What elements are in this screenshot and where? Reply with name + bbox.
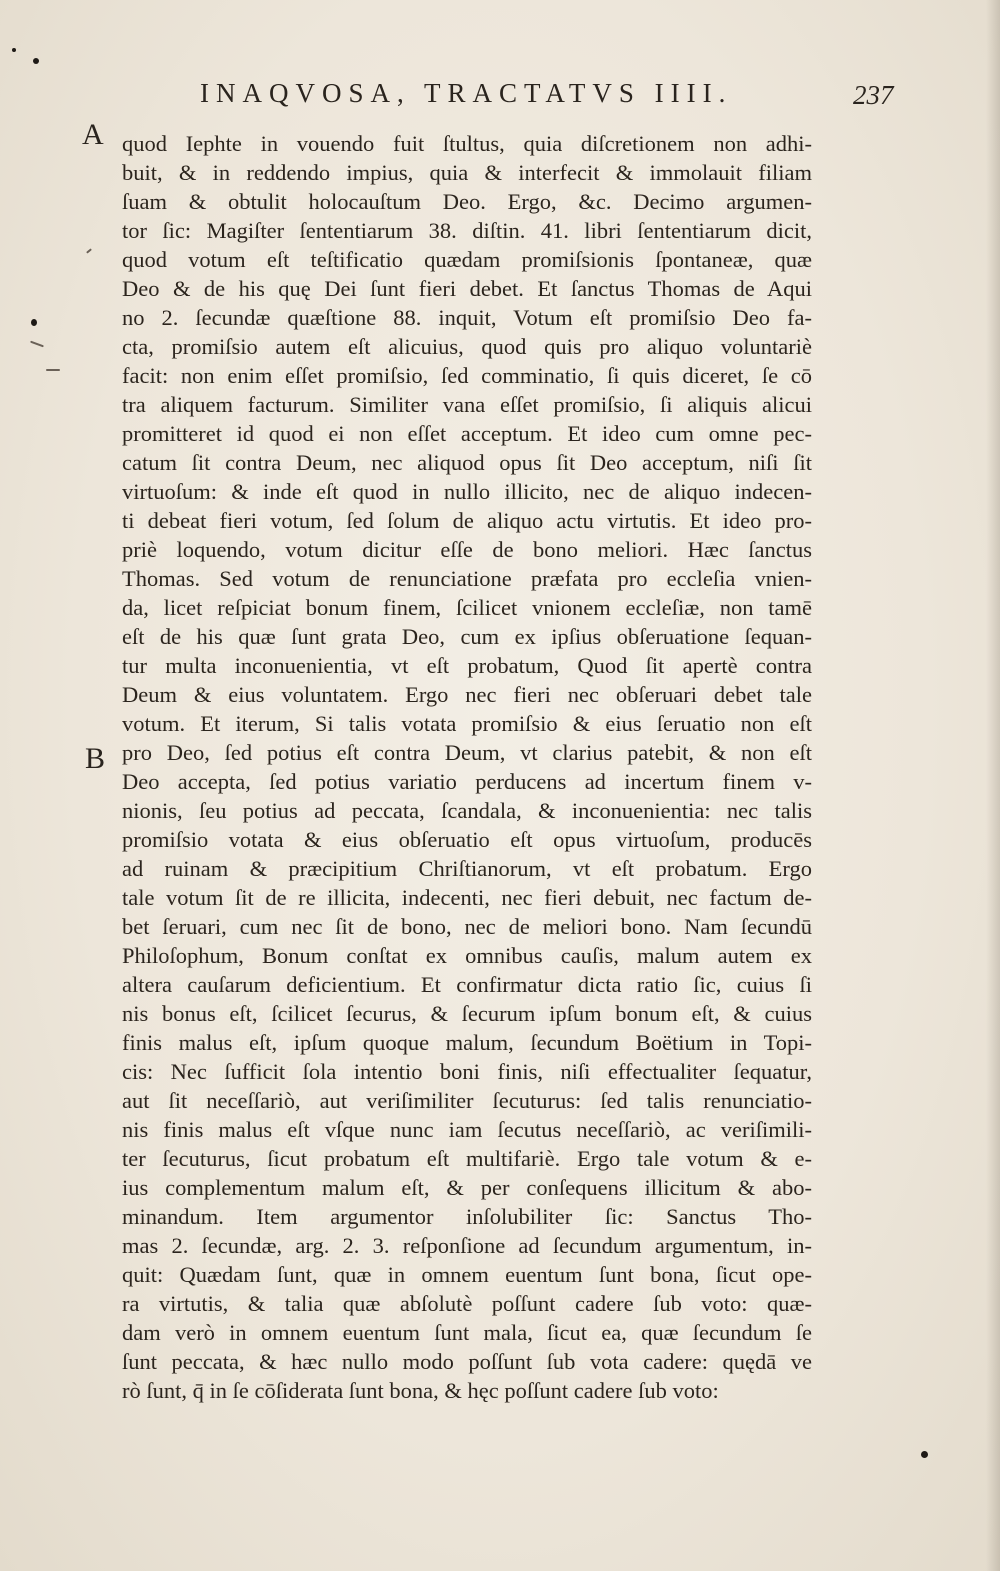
text-line: quod Iephte in vouendo fuit ſtultus, quia diſcretionem non adhi- xyxy=(122,131,812,156)
text-line: da, licet reſpiciat bonum finem, ſcilicet vnionem eccleſiæ, non tamē xyxy=(122,595,812,620)
text-line: quod votum eſt teſtificatio quædam promiſsionis ſpontaneæ, quæ xyxy=(122,247,812,272)
text-line: cis: Nec ſufficit ſola intentio boni finis, niſi effectualiter ſequatur, xyxy=(122,1059,812,1084)
text-line: nis finis malus eſt vſque nunc iam ſecutus neceſſariò, ac veriſimili- xyxy=(122,1117,812,1142)
text-line: pro Deo, ſed potius eſt contra Deum, vt clarius patebit, & non eſt xyxy=(122,740,812,765)
text-line: ter ſecuturus, ſicut probatum eſt multifariè. Ergo tale votum & e- xyxy=(122,1146,812,1171)
ink-speck xyxy=(921,1451,928,1458)
text-line: Deum & eius voluntatem. Ergo nec fieri nec obſeruari debet tale xyxy=(122,682,812,707)
ink-speck xyxy=(33,58,39,64)
ink-speck xyxy=(12,48,16,52)
text-line: cta, promiſsio autem eſt alicuius, quod quis pro aliquo voluntariè xyxy=(122,334,812,359)
page-number: 237 xyxy=(853,80,894,110)
text-line: Deo & de his quę Dei ſunt fieri debet. Et ſanctus Thomas de Aqui xyxy=(122,276,812,301)
body-text xyxy=(0,104,1000,1404)
text-line: votum. Et iterum, Si talis votata promiſsio & eius ſeruatio non eſt xyxy=(122,711,812,736)
text-line: ra virtutis, & talia quæ abſolutè poſſunt cadere ſub voto: quæ- xyxy=(122,1291,812,1316)
text-line: ad ruinam & præcipitium Chriſtianorum, vt eſt probatum. Ergo xyxy=(122,856,812,881)
text-line: nionis, ſeu potius ad peccata, ſcandala, & inconuenientia: nec talis xyxy=(122,798,812,823)
text-line: tale votum ſit de re illicita, indecenti, nec fieri debuit, nec factum de- xyxy=(122,885,812,910)
text-line: eſt de his quæ ſunt grata Deo, cum ex ipſius obſeruatione ſequan- xyxy=(122,624,812,649)
running-title: INAQVOSA, TRACTATVS IIII. xyxy=(200,78,733,108)
margin-pencil-mark xyxy=(46,369,60,371)
text-line: Thomas. Sed votum de renunciatione præfata pro eccleſia vnien- xyxy=(122,566,812,591)
text-line: mas 2. ſecundæ, arg. 2. 3. reſponſione ad ſecundum argumentum, in- xyxy=(122,1233,812,1258)
text-line: virtuoſum: & inde eſt quod in nullo illicito, nec de aliquo indecen- xyxy=(122,479,812,504)
text-line: priè loquendo, votum dicitur eſſe de bono meliori. Hæc ſanctus xyxy=(122,537,812,562)
text-line: no 2. ſecundæ quæſtione 88. inquit, Votum eſt promiſsio Deo fa- xyxy=(122,305,812,330)
margin-letter-a: A xyxy=(82,118,104,151)
text-line: Philoſophum, Bonum conſtat ex omnibus cauſis, malum autem ex xyxy=(122,943,812,968)
text-line: quit: Quædam ſunt, quæ in omnem euentum ſunt bona, ſicut ope- xyxy=(122,1262,812,1287)
text-line: ſunt peccata, & hæc nullo modo poſſunt ſub vota cadere: quędā ve xyxy=(122,1349,812,1374)
text-line: tra aliquem facturum. Similiter vana eſſet promiſsio, ſi aliquis alicui xyxy=(122,392,812,417)
text-line: ti debeat fieri votum, ſed ſolum de aliquo actu virtutis. Et ideo pro- xyxy=(122,508,812,533)
text-line: nis bonus eſt, ſcilicet ſecurus, & ſecurum ipſum bonum eſt, & cuius xyxy=(122,1001,812,1026)
text-line: rò ſunt, q̄ in ſe cōſiderata ſunt bona, & hęc poſſunt cadere ſub voto: xyxy=(122,1378,719,1403)
text-line: altera cauſarum deficientium. Et confirmatur dicta ratio ſic, cuius ſi xyxy=(122,972,812,997)
text-line: tur multa inconuenientia, vt eſt probatum, Quod ſit apertè contra xyxy=(122,653,812,678)
text-line: catum ſit contra Deum, nec aliquod opus ſit Deo acceptum, niſi ſit xyxy=(122,450,812,475)
text-line: bet ſeruari, cum nec ſit de bono, nec de meliori bono. Nam ſecundū xyxy=(122,914,812,939)
text-line: buit, & in reddendo impius, quia & interfecit & immolauit filiam xyxy=(122,160,812,185)
text-line: aut ſit neceſſariò, aut veriſimiliter ſecuturus: ſed talis renunciatio- xyxy=(122,1088,812,1113)
text-line: ſuam & obtulit holocauſtum Deo. Ergo, &c. Decimo argumen- xyxy=(122,189,812,214)
text-line: ius complementum malum eſt, & per conſequens illicitum & abo- xyxy=(122,1175,812,1200)
text-line: dam verò in omnem euentum ſunt mala, ſicut ea, quæ ſecundum ſe xyxy=(122,1320,812,1345)
text-line: promiſsio votata & eius obſeruatio eſt opus virtuoſum, producēs xyxy=(122,827,812,852)
text-line: finis malus eſt, ipſum quoque malum, ſecundum Boëtium in Topi- xyxy=(122,1030,812,1055)
text-line: tor ſic: Magiſter ſententiarum 38. diſtin. 41. libri ſententiarum dicit, xyxy=(122,218,812,243)
text-line: facit: non enim eſſet promiſsio, ſed comminatio, ſi quis diceret, ſe cō xyxy=(122,363,812,388)
text-line: Deo accepta, ſed potius variatio perducens ad incertum finem v- xyxy=(122,769,812,794)
text-line: minandum. Item argumentor inſolubiliter ſic: Sanctus Tho- xyxy=(122,1204,812,1229)
ink-speck xyxy=(31,319,37,326)
margin-letter-b: B xyxy=(85,742,106,775)
text-line: promitteret id quod ei non eſſet acceptum. Et ideo cum omne pec- xyxy=(122,421,812,446)
